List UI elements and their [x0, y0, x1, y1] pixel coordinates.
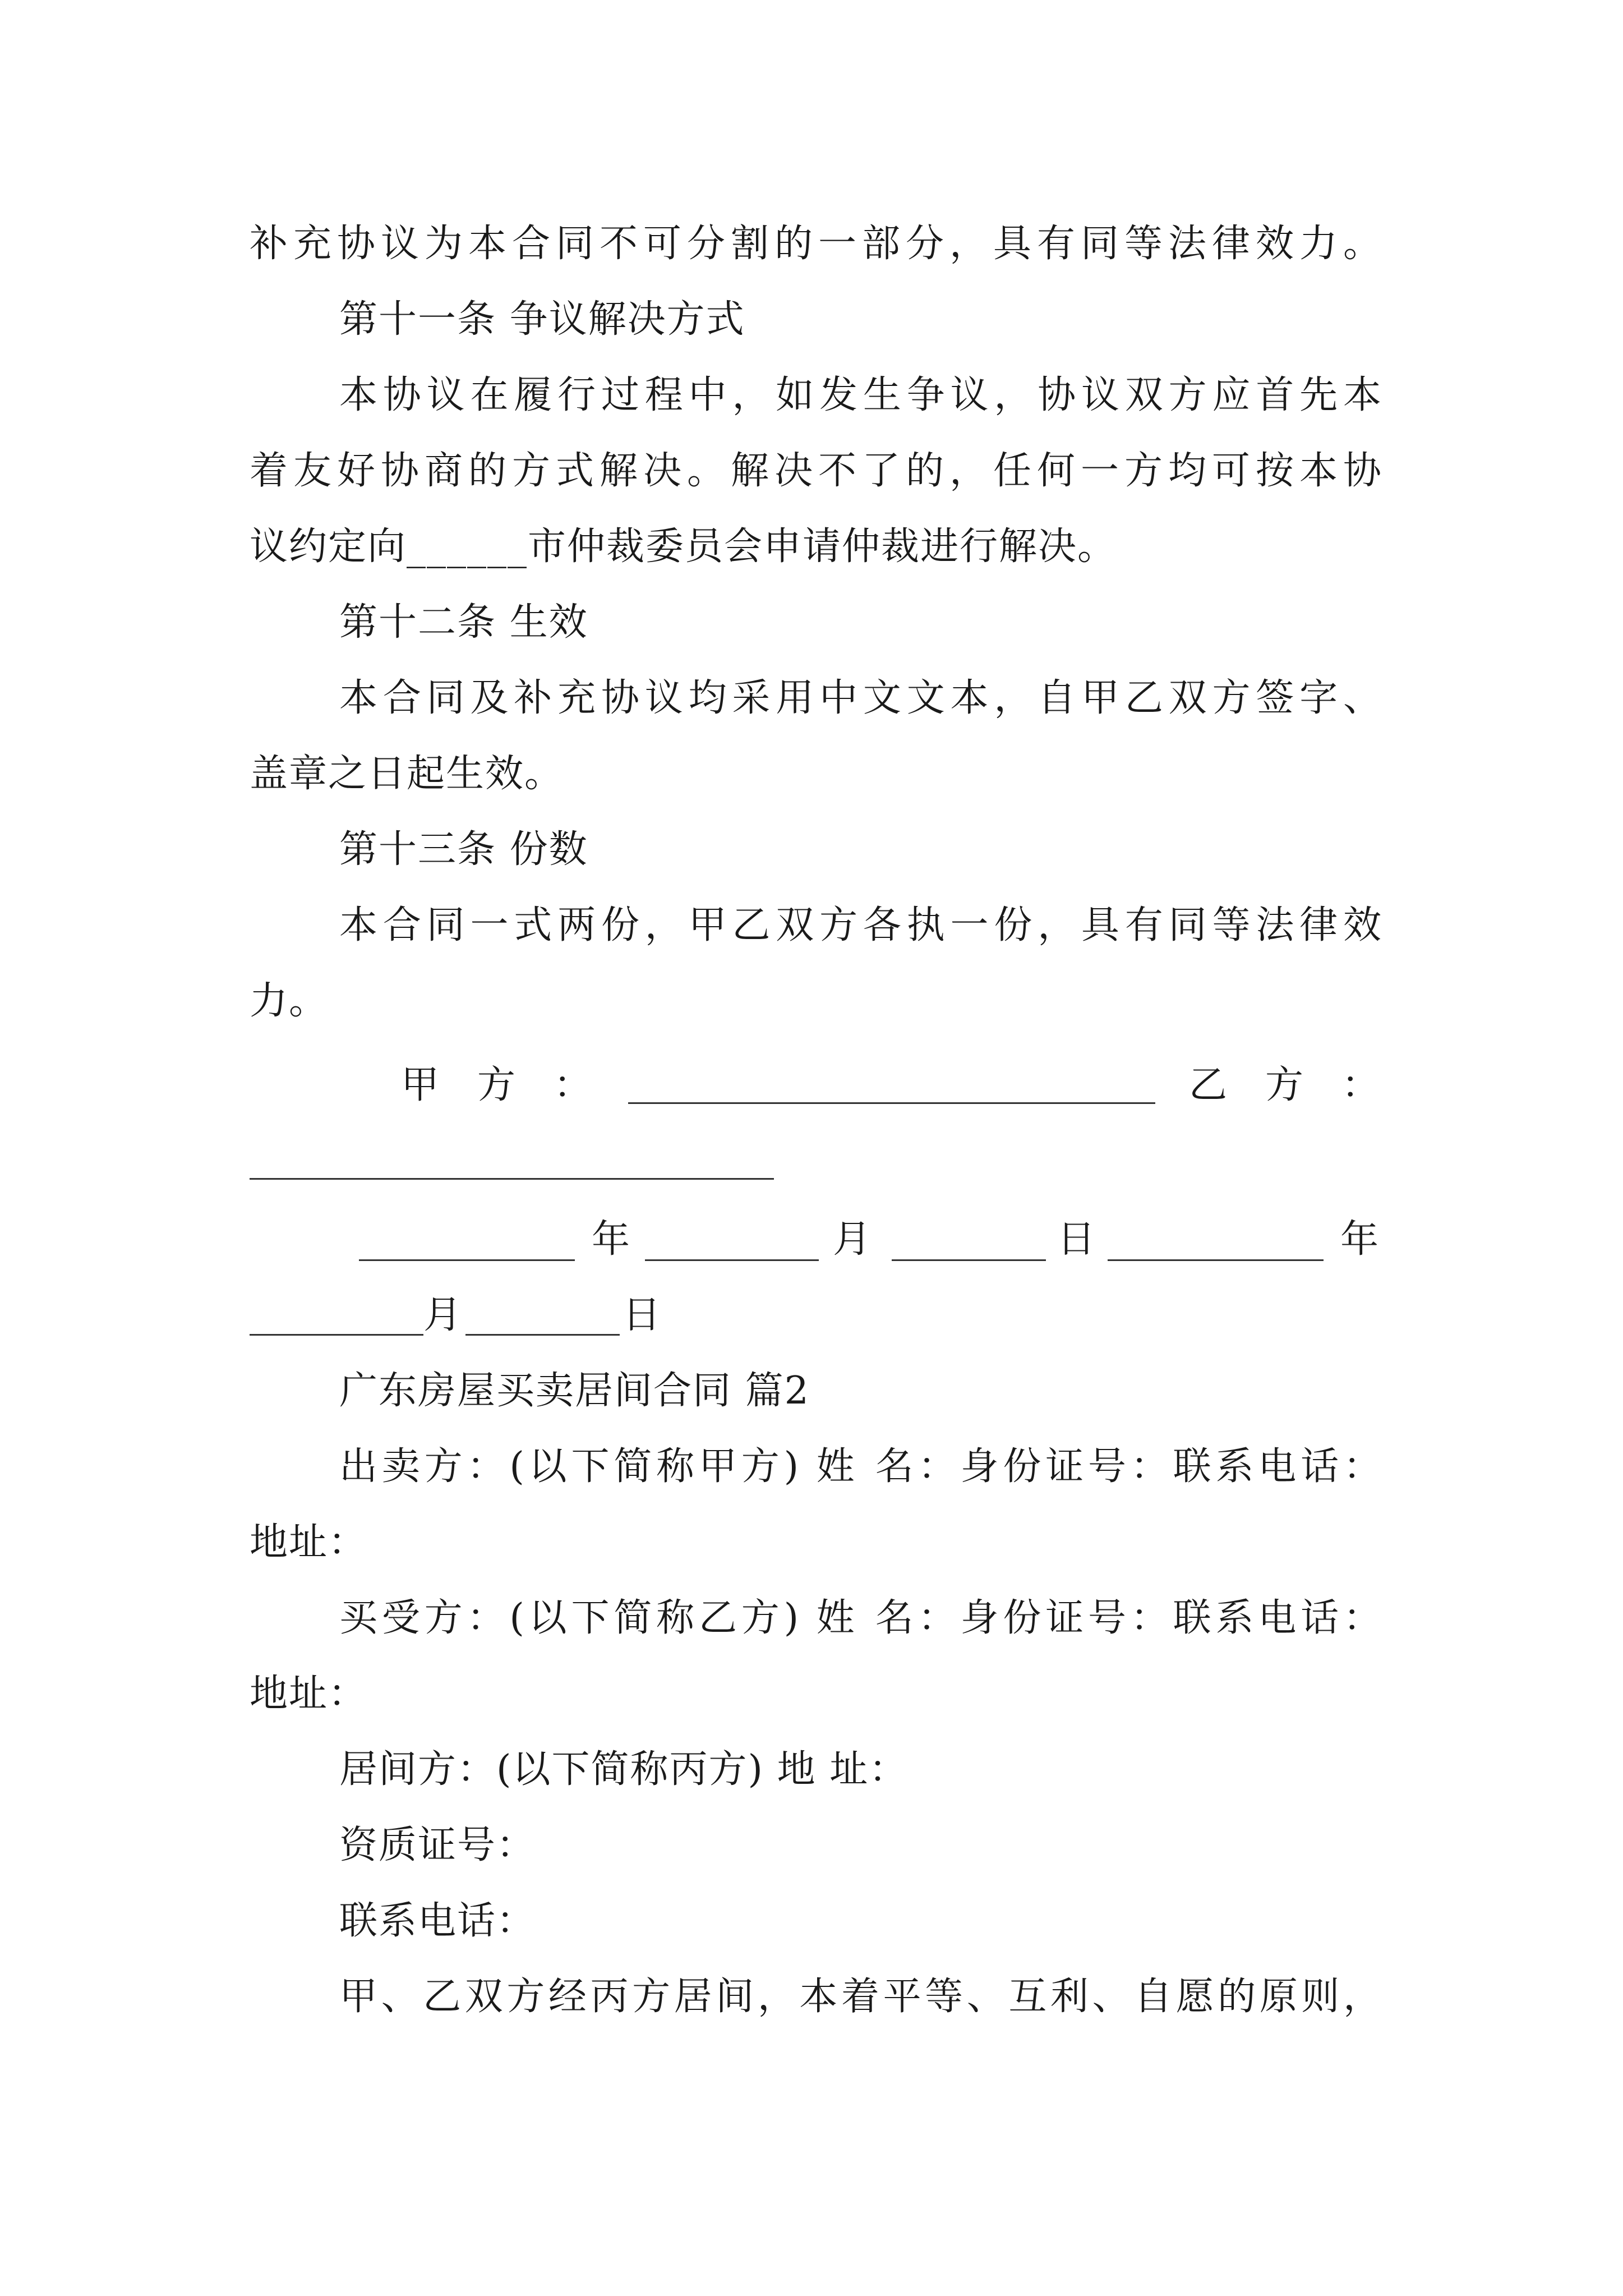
party-a-year-line — [359, 1259, 575, 1261]
party-b-label: 乙 方 ： — [1189, 1063, 1380, 1107]
text-line: 本合同及补充协议均采用中文文本，自甲乙双方签字、 — [339, 676, 1382, 720]
party-b-year-line — [1108, 1259, 1324, 1261]
year-label: 年 — [1340, 1217, 1379, 1262]
party-a-signature-line — [628, 1102, 1155, 1104]
text-line: 甲、乙双方经丙方居间，本着平等、互利、自愿的原则， — [339, 1975, 1382, 2019]
party-a-day-line — [892, 1259, 1046, 1261]
text-line: 力。 — [250, 979, 329, 1023]
buyer-info: 买受方：(以下简称乙方) 姓 名：身份证号：联系电话： — [339, 1596, 1382, 1640]
day-label: 日 — [623, 1293, 661, 1337]
party-a-label: 甲 方 ： — [401, 1063, 592, 1107]
contact-phone: 联系电话： — [339, 1899, 536, 1943]
text-line: 着友好协商的方式解决。解决不了的，任何一方均可按本协 — [250, 449, 1382, 493]
text-line: 本合同一式两份，甲乙双方各执一份，具有同等法律效 — [339, 903, 1382, 947]
article-heading: 第十一条 争议解决方式 — [339, 297, 745, 342]
buyer-address: 地址： — [250, 1672, 368, 1716]
broker-info: 居间方：(以下简称丙方) 地 址： — [339, 1747, 909, 1792]
year-label: 年 — [592, 1217, 630, 1262]
license-number: 资质证号： — [339, 1823, 536, 1867]
month-label: 月 — [423, 1293, 462, 1337]
seller-address: 地址： — [250, 1520, 368, 1565]
text-line: 本协议在履行过程中，如发生争议，协议双方应首先本 — [339, 373, 1382, 417]
article-heading: 第十三条 份数 — [339, 827, 588, 872]
text-line: 补充协议为本合同不可分割的一部分，具有同等法律效力。 — [250, 222, 1382, 266]
text-line: 议约定向______市仲裁委员会申请仲裁进行解决。 — [250, 524, 1117, 569]
seller-info: 出卖方：(以下简称甲方) 姓 名：身份证号：联系电话： — [339, 1444, 1382, 1489]
month-label: 月 — [833, 1217, 872, 1262]
text-line: 盖章之日起生效。 — [250, 752, 564, 796]
day-label: 日 — [1057, 1217, 1096, 1262]
party-b-signature-line — [250, 1178, 774, 1180]
party-b-day-line — [465, 1334, 620, 1336]
party-b-month-line — [250, 1334, 423, 1336]
section-title: 广东房屋买卖居间合同 篇2 — [339, 1369, 810, 1413]
party-a-month-line — [645, 1259, 819, 1261]
article-heading: 第十二条 生效 — [339, 600, 588, 645]
